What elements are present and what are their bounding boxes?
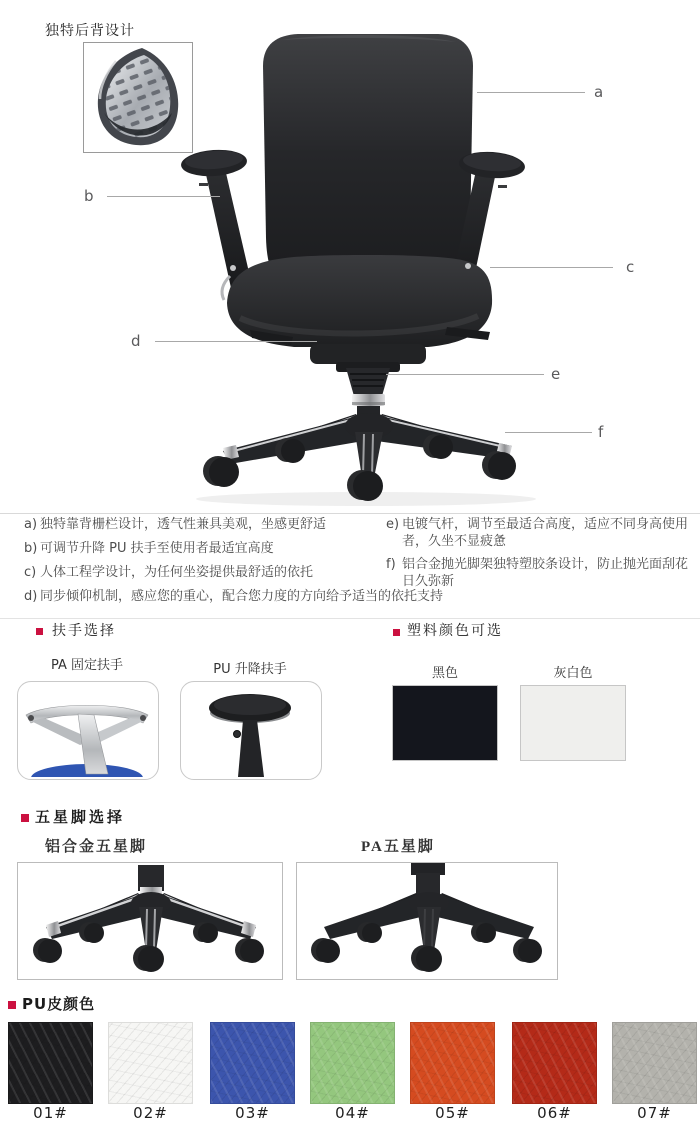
feature-d (24, 588, 443, 605)
callout-line-a (477, 92, 585, 93)
armrest-option1-label: PA 固定扶手 (50, 658, 124, 673)
plastic-swatch-graywhite (520, 685, 626, 761)
chair-base (223, 413, 512, 478)
base-option2-image (296, 862, 558, 980)
pu-section-title: PU皮颜色 (22, 995, 96, 1013)
feature-e (386, 516, 688, 550)
feature-b (24, 540, 274, 557)
pu-color-label-07: 07# (637, 1104, 672, 1122)
plastic-swatch-black (392, 685, 498, 761)
section-bullet-icon (21, 814, 29, 822)
pu-color-swatch-01 (8, 1022, 93, 1104)
callout-label-b: b (84, 187, 94, 205)
section-bullet-icon (393, 629, 400, 636)
feature-d-tag: d) (24, 589, 38, 604)
feature-a (24, 516, 326, 533)
feature-f-text: 铝合金抛光脚架独特塑胶条设计，防止抛光面刮花日久弥新 (402, 557, 689, 589)
callout-line-b (107, 196, 220, 197)
back-design-inset (83, 42, 193, 153)
feature-b-tag: b) (24, 541, 38, 556)
section-bullet-icon (8, 1001, 16, 1009)
divider-middle (0, 618, 700, 619)
armrest-option2-image (180, 681, 322, 780)
feature-b-text: 可调节升降 PU 扶手至使用者最适宜高度 (40, 541, 274, 556)
plastic-option2-label: 灰白色 (553, 666, 593, 681)
section-bullet-icon (36, 628, 43, 635)
pu-color-swatch-06 (512, 1022, 597, 1104)
callout-line-f (505, 432, 592, 433)
armrest-option2-label: PU 升降扶手 (213, 662, 287, 677)
plastic-option1-label: 黑色 (431, 666, 458, 681)
pu-color-label-02: 02# (133, 1104, 168, 1122)
callout-line-e (386, 374, 544, 375)
pu-color-label-05: 05# (435, 1104, 470, 1122)
feature-a-text: 独特靠背栅栏设计，透气性兼具美观，坐感更舒适 (40, 517, 327, 532)
armrest-section-title: 扶手选择 (52, 623, 116, 639)
pu-color-swatch-04 (310, 1022, 395, 1104)
divider-top (0, 513, 700, 514)
callout-label-c: c (626, 258, 635, 276)
callout-label-f: f (598, 423, 604, 441)
callout-label-d: d (131, 332, 141, 350)
feature-f (386, 556, 688, 590)
feature-c-text: 人体工程学设计，为任何坐姿提供最舒适的依托 (40, 565, 314, 580)
callout-label-a: a (594, 83, 604, 101)
pu-color-swatch-07 (612, 1022, 697, 1104)
pu-color-swatch-05 (410, 1022, 495, 1104)
base-option1-label: 铝合金五星脚 (45, 839, 148, 855)
base-section-title: 五星脚选择 (35, 810, 126, 826)
feature-f-tag: f) (386, 557, 396, 572)
inset-title: 独特后背设计 (45, 23, 135, 39)
feature-c (24, 564, 313, 581)
pu-color-label-06: 06# (537, 1104, 572, 1122)
back-design-detail-image (84, 43, 190, 150)
feature-e-tag: e) (386, 517, 400, 532)
base-option2-label: PA五星脚 (361, 839, 435, 855)
pu-color-label-01: 01# (33, 1104, 68, 1122)
callout-line-d (155, 341, 317, 342)
pu-color-swatch-02 (108, 1022, 193, 1104)
pu-color-label-04: 04# (335, 1104, 370, 1122)
feature-e-text: 电镀气杆，调节至最适合高度，适应不同身高使用者，久坐不显疲惫 (402, 517, 689, 549)
base-option1-image (17, 862, 283, 980)
pu-color-label-03: 03# (235, 1104, 270, 1122)
pu-color-swatch-03 (210, 1022, 295, 1104)
feature-a-tag: a) (24, 517, 38, 532)
feature-d-text: 同步倾仰机制，感应您的重心，配合您力度的方向给予适当的依托支持 (40, 589, 444, 604)
callout-line-c (490, 267, 613, 268)
callout-label-e: e (551, 365, 561, 383)
feature-c-tag: c) (24, 565, 37, 580)
plastic-section-title: 塑料颜色可选 (407, 623, 503, 639)
armrest-option1-image (17, 681, 159, 780)
